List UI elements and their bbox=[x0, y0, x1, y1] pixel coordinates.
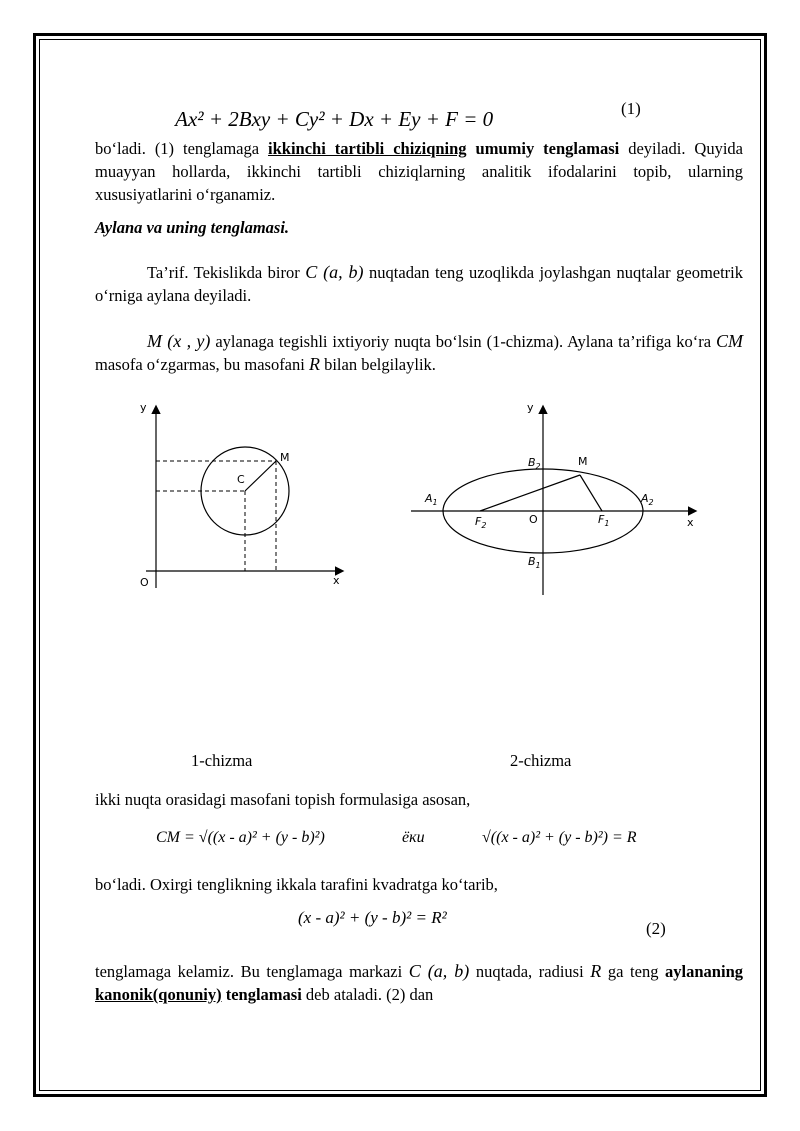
fig2-segment-m-f1 bbox=[580, 475, 602, 511]
equation-2: (x - a)² + (y - b)² = R² bbox=[298, 908, 447, 927]
fig2-label-f1: $F_1$ bbox=[598, 513, 610, 528]
term-equation: tenglamasi bbox=[221, 985, 302, 1004]
figure-2-caption: 2-chizma bbox=[510, 751, 572, 770]
formula-cm-right: √((x - a)² + (y - b)²) = R bbox=[482, 829, 637, 846]
para1-text-2 bbox=[467, 139, 476, 158]
fig2-label-a1: $A_1$ bbox=[425, 492, 438, 507]
fig2-label-x: x bbox=[687, 516, 694, 529]
equation-1 bbox=[165, 82, 493, 132]
para5-text-2: nuqtada, radiusi bbox=[469, 962, 591, 981]
section-heading: Aylana va uning tenglamasi. bbox=[95, 218, 290, 237]
definition-text-1: Ta’rif. Tekislikda biror bbox=[147, 263, 306, 282]
equation-1-text: Ax² + 2Bxy + Cy² + Dx + Ey + F = 0 bbox=[175, 107, 494, 131]
term-canonical: kanonik(qonuniy) bbox=[95, 985, 222, 1004]
para1-text-1: bo‘ladi. (1) tenglamaga bbox=[95, 139, 269, 158]
formula-cm-left: CM = √((x - a)² + (y - b)²) bbox=[156, 829, 325, 846]
figure-1-caption: 1-chizma bbox=[191, 751, 253, 770]
para2-text-1: aylanaga tegishli ixtiyoriy nuqta bo‘lsin (1-chizma). Aylana ta’rifiga ko‘ra bbox=[210, 332, 716, 351]
point-m-xy: M (x , y) bbox=[147, 331, 211, 351]
term-circle: aylananing bbox=[665, 962, 743, 981]
term-general-equation: umumiy tenglamasi bbox=[475, 139, 620, 158]
para5-text-4: deb ataladi. (2) dan bbox=[301, 985, 434, 1004]
formula-cm-middle: ёки bbox=[402, 829, 425, 846]
fig1-label-m: M bbox=[280, 451, 290, 464]
fig2-label-b1: $B_1$ bbox=[528, 555, 541, 570]
definition-text-2: nuqtadan teng uzoqlikda joylashgan nuqtalar geometrik o‘rniga aylana deyiladi. bbox=[95, 263, 744, 305]
fig1-radius-cm bbox=[245, 461, 276, 491]
paragraph-distance-formula: ikki nuqta orasidagi masofani topish formulasiga asosan, bbox=[95, 790, 471, 809]
para5-text-1: tenglamaga kelamiz. Bu tenglamaga markazi bbox=[95, 962, 409, 981]
figure-2-ellipse bbox=[405, 395, 705, 600]
fig2-label-f2: $F_2$ bbox=[475, 515, 487, 530]
fig2-label-b2: $B_2$ bbox=[528, 456, 541, 471]
equation-2-number: (2) bbox=[646, 919, 666, 938]
paragraph-square-both-sides: bo‘ladi. Oxirgi tenglikning ikkala tarafini kvadratga ko‘tarib, bbox=[95, 875, 498, 894]
paragraph-point-m bbox=[95, 330, 743, 376]
fig2-segment-f2-m bbox=[480, 475, 580, 511]
term-second-order-line: ikkinchi tartibli chiziqning bbox=[268, 139, 467, 158]
fig1-label-y: y bbox=[140, 401, 147, 414]
equation-1-number: (1) bbox=[621, 99, 641, 118]
paragraph-canonical-equation bbox=[95, 960, 743, 1006]
fig1-label-c: C bbox=[237, 473, 245, 486]
para1-text-3: deyiladi. Quyida muayyan hollarda, ikkinchi tartibli chiziqlarning analitik ifodalarini topib, ularning xususiyatlarini o‘rganamiz. bbox=[95, 139, 743, 204]
fig2-label-origin: O bbox=[529, 513, 538, 526]
para2-text-2: masofa o‘zgarmas, bu masofani bbox=[95, 355, 309, 374]
radius-r: R bbox=[308, 354, 320, 374]
para5-text-3: ga teng bbox=[601, 962, 666, 981]
fig2-label-y: y bbox=[527, 401, 534, 414]
fig2-label-m: M bbox=[578, 455, 588, 468]
figure-1-circle bbox=[120, 395, 360, 595]
paragraph-general-equation bbox=[95, 137, 743, 206]
radius-r-2: R bbox=[590, 961, 602, 981]
point-c-ab: C (a, b) bbox=[305, 262, 364, 282]
center-c-ab: C (a, b) bbox=[408, 961, 470, 981]
fig1-label-x: x bbox=[333, 574, 340, 587]
paragraph-definition bbox=[95, 261, 743, 307]
fig2-label-a2: $A_2$ bbox=[641, 492, 654, 507]
fig1-label-origin: O bbox=[140, 576, 149, 589]
segment-cm: CM bbox=[716, 331, 743, 351]
para2-text-3: bilan belgilaylik. bbox=[319, 355, 436, 374]
